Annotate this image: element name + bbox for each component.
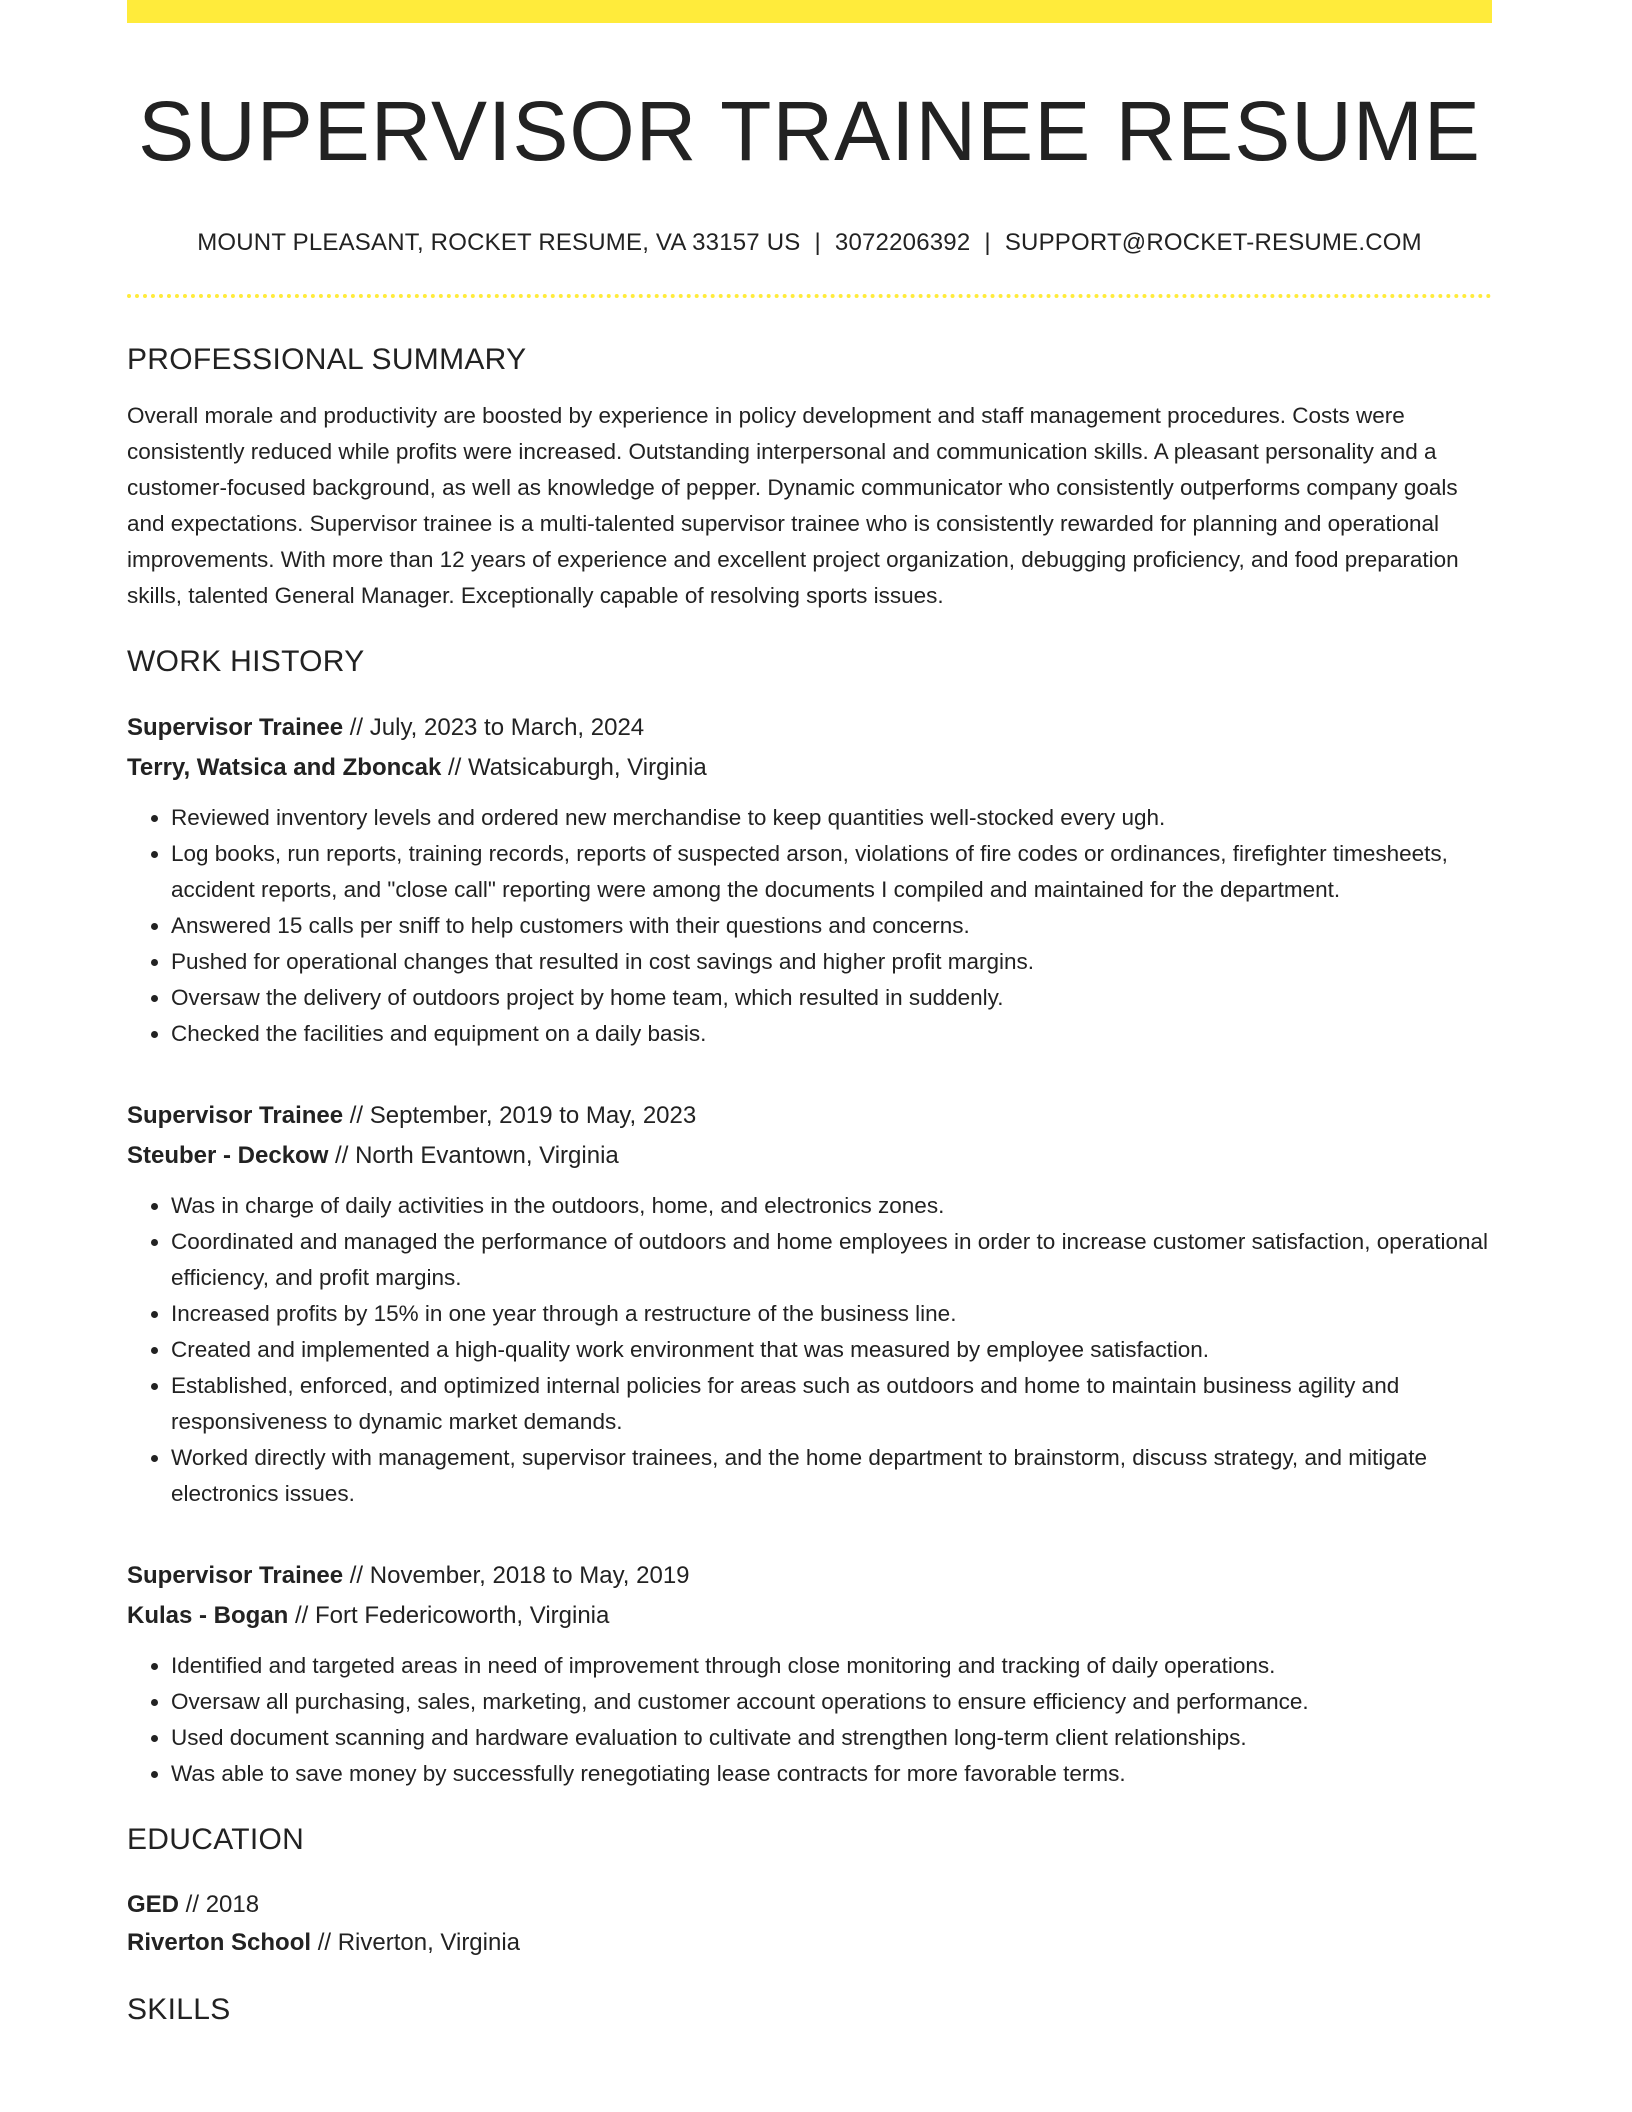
job-location: // North Evantown, Virginia xyxy=(328,1142,619,1170)
summary-text: Overall morale and productivity are boosted by experience in policy development and staff management procedures. Costs were consistently reduced while profits were increased. Outstanding interpersonal and communication skills. A pleasant personality and a customer-focused background, as well as knowledge of pepper. Dynamic communicator who consistently outperforms company goals and expectations. Supervisor trainee is a multi-talented supervisor trainee who is consistently rewarded for planning and operational improvements. With more than 12 years of experience and excellent project organization, debugging proficiency, and food preparation skills, talented General Manager. Exceptionally capable of resolving sports issues. xyxy=(127,403,1459,609)
job-entry xyxy=(127,1556,1492,1792)
education-year: // 2018 xyxy=(179,1891,260,1919)
job-company-line xyxy=(127,1136,1492,1176)
job-bullet-list xyxy=(127,1188,1492,1512)
job-role: Supervisor Trainee xyxy=(127,1102,344,1130)
job-bullet: • Established, enforced, and optimized internal policies for areas such as outdoors and home to maintain business agility and responsiveness to dynamic market demands. xyxy=(171,1368,1492,1440)
job-title-line xyxy=(127,1096,1492,1136)
job-company-line xyxy=(127,748,1492,788)
contact-email: SUPPORT@ROCKET-RESUME.COM xyxy=(1004,229,1422,257)
job-company-line xyxy=(127,1596,1492,1636)
education-location: // Riverton, Virginia xyxy=(311,1929,521,1957)
contact-line xyxy=(127,229,1492,258)
job-bullet: • Checked the facilities and equipment on a daily basis. xyxy=(171,1016,1492,1052)
job-dates: // July, 2023 to March, 2024 xyxy=(343,714,645,742)
job-entry xyxy=(127,1096,1492,1512)
education-entry xyxy=(127,1886,1492,1962)
education-degree-line xyxy=(127,1886,1492,1924)
job-bullet: • Identified and targeted areas in need of improvement through close monitoring and tracking of daily operations. xyxy=(171,1648,1492,1684)
contact-address: MOUNT PLEASANT, ROCKET RESUME, VA 33157 US xyxy=(197,229,801,257)
job-bullet: • Oversaw all purchasing, sales, marketing, and customer account operations to ensure efficiency and performance. xyxy=(171,1684,1492,1720)
job-dates: // November, 2018 to May, 2019 xyxy=(343,1562,690,1590)
job-role: Supervisor Trainee xyxy=(127,1562,344,1590)
job-bullet: • Pushed for operational changes that resulted in cost savings and higher profit margins. xyxy=(171,944,1492,980)
job-bullet-list xyxy=(127,800,1492,1052)
contact-separator: | xyxy=(814,229,821,257)
job-title-line xyxy=(127,708,1492,748)
contact-separator: | xyxy=(984,229,991,257)
job-dates: // September, 2019 to May, 2023 xyxy=(343,1102,697,1130)
job-bullet: • Increased profits by 15% in one year through a restructure of the business line. xyxy=(171,1296,1492,1332)
job-location: // Watsicaburgh, Virginia xyxy=(441,754,707,782)
job-entry xyxy=(127,708,1492,1052)
job-bullet: • Was able to save money by successfully renegotiating lease contracts for more favorable terms. xyxy=(171,1756,1492,1792)
header-divider xyxy=(127,294,1492,298)
education-degree: GED xyxy=(127,1891,180,1919)
summary-heading: PROFESSIONAL SUMMARY xyxy=(127,343,527,377)
job-bullet: • Log books, run reports, training records, reports of suspected arson, violations of fire codes or ordinances, firefighter timesheets, accident reports, and "close call" reporting were among the documents I compiled and maintained for the department. xyxy=(171,836,1492,908)
job-bullet: • Coordinated and managed the performance of outdoors and home employees in order to increase customer satisfaction, operational efficiency, and profit margins. xyxy=(171,1224,1492,1296)
job-bullet: • Answered 15 calls per sniff to help customers with their questions and concerns. xyxy=(171,908,1492,944)
job-role: Supervisor Trainee xyxy=(127,714,344,742)
education-school: Riverton School xyxy=(127,1929,312,1957)
job-company: Steuber - Deckow xyxy=(127,1142,329,1170)
education-heading: EDUCATION xyxy=(127,1823,305,1857)
job-bullet: • Created and implemented a high-quality work environment that was measured by employee satisfaction. xyxy=(171,1332,1492,1368)
job-bullet-list xyxy=(127,1648,1492,1792)
job-title-line xyxy=(127,1556,1492,1596)
contact-phone: 3072206392 xyxy=(834,229,971,257)
job-bullet: • Reviewed inventory levels and ordered new merchandise to keep quantities well-stocked every ugh. xyxy=(171,800,1492,836)
education-school-line xyxy=(127,1924,1492,1962)
job-bullet: • Oversaw the delivery of outdoors project by home team, which resulted in suddenly. xyxy=(171,980,1492,1016)
job-bullet: • Worked directly with management, supervisor trainees, and the home department to brainstorm, discuss strategy, and mitigate electronics issues. xyxy=(171,1440,1492,1512)
job-bullet: • Was in charge of daily activities in the outdoors, home, and electronics zones. xyxy=(171,1188,1492,1224)
skills-heading: SKILLS xyxy=(127,1993,231,2027)
resume-page xyxy=(127,0,1492,2028)
work-history-heading: WORK HISTORY xyxy=(127,645,365,679)
job-bullet: • Used document scanning and hardware evaluation to cultivate and strengthen long-term client relationships. xyxy=(171,1720,1492,1756)
job-company: Kulas - Bogan xyxy=(127,1602,289,1630)
resume-title: SUPERVISOR TRAINEE RESUME xyxy=(138,84,1481,178)
top-accent-bar xyxy=(127,0,1492,23)
job-company: Terry, Watsica and Zboncak xyxy=(127,754,442,782)
job-location: // Fort Federicoworth, Virginia xyxy=(288,1602,610,1630)
